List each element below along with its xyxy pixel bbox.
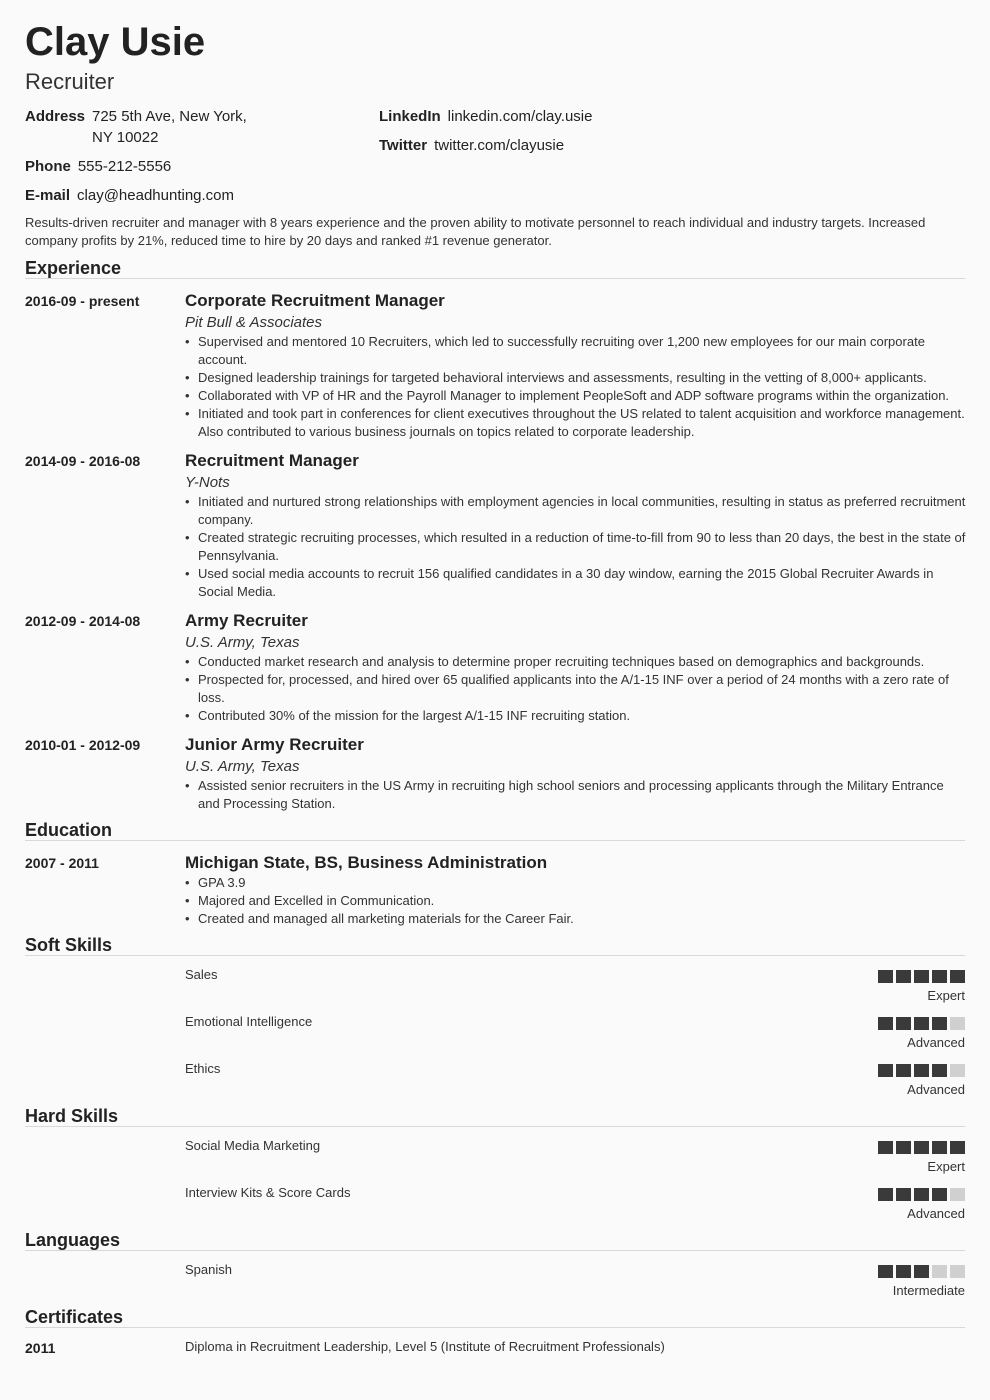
rating-square-filled	[914, 1265, 929, 1278]
job-company: U.S. Army, Texas	[185, 758, 300, 775]
contact-address	[25, 106, 365, 150]
skill-level: Expert	[927, 988, 965, 1003]
skill-rating	[878, 1017, 965, 1030]
email-label: E-mail	[25, 187, 71, 204]
rating-square-filled	[878, 1017, 893, 1030]
job-company: Y-Nots	[185, 474, 230, 491]
job-role: Recruitment Manager	[185, 451, 359, 470]
certificate-text: Diploma in Recruitment Leadership, Level 5 (Institute of Recruitment Professionals)	[185, 1339, 665, 1354]
rating-square-filled	[914, 1064, 929, 1077]
section-divider	[25, 1250, 965, 1251]
section-title-languages: Languages	[25, 1230, 121, 1250]
phone-value: 555-212-5556	[77, 158, 172, 175]
rating-square-filled	[914, 970, 929, 983]
rating-square-empty	[932, 1265, 947, 1278]
contact-linkedin	[379, 106, 592, 127]
job-date: 2012-09 - 2014-08	[25, 613, 141, 629]
rating-square-filled	[932, 1141, 947, 1154]
rating-square-empty	[950, 1188, 965, 1201]
list-item: • GPA 3.9	[185, 874, 967, 892]
skill-name: Sales	[185, 967, 218, 982]
job-role: Army Recruiter	[185, 611, 308, 630]
section-divider	[25, 840, 965, 841]
rating-square-empty	[950, 1064, 965, 1077]
contact-twitter	[379, 135, 564, 156]
list-item: • Initiated and nurtured strong relationships with employment agencies in local communities, resulting in status as preferred recruitment company.	[185, 493, 967, 529]
education-bullets	[185, 874, 967, 928]
education-degree: Michigan State, BS, Business Administration	[185, 853, 548, 872]
rating-square-filled	[914, 1017, 929, 1030]
rating-square-filled	[914, 1188, 929, 1201]
rating-square-filled	[932, 1188, 947, 1201]
section-divider	[25, 1126, 965, 1127]
rating-square-filled	[932, 1017, 947, 1030]
list-item: • Conducted market research and analysis to determine proper recruiting techniques based on demographics and backgrounds.	[185, 653, 967, 671]
skill-name: Social Media Marketing	[185, 1138, 321, 1153]
job-bullets	[185, 333, 967, 441]
section-title-experience: Experience	[25, 258, 122, 278]
twitter-label: Twitter	[379, 137, 428, 154]
summary: Results-driven recruiter and manager with 8 years experience and the proven ability to motivate personnel to reach individual and industry targets. Increased company profits by 21%, reduced time to hire by 20 days and ranked #1 revenue generator.	[25, 215, 926, 248]
list-item: • Prospected for, processed, and hired over 65 qualified applicants into the A/1-15 INF over a period of 24 months with a zero rate of loss.	[185, 671, 967, 707]
skill-rating	[878, 970, 965, 983]
twitter-link[interactable]: twitter.com/clayusie	[434, 137, 565, 154]
list-item: • Created strategic recruiting processes, which resulted in a reduction of time-to-fill from 90 to less than 20 days, the best in the state of Pennsylvania.	[185, 529, 967, 565]
rating-square-filled	[878, 1188, 893, 1201]
contact-phone	[25, 156, 171, 177]
address-label: Address	[25, 108, 86, 125]
rating-square-empty	[950, 1017, 965, 1030]
linkedin-label: LinkedIn	[379, 108, 441, 125]
job-company: U.S. Army, Texas	[185, 634, 300, 651]
certificate-date: 2011	[25, 1340, 56, 1356]
job-date: 2010-01 - 2012-09	[25, 737, 141, 753]
skill-level: Advanced	[907, 1206, 965, 1221]
section-title-certificates: Certificates	[25, 1307, 124, 1327]
linkedin-link[interactable]: linkedin.com/clay.usie	[447, 108, 593, 125]
job-date: 2016-09 - present	[25, 293, 140, 309]
address-line2: NY 10022	[92, 129, 159, 146]
skill-rating	[878, 1141, 965, 1154]
section-divider	[25, 1327, 965, 1328]
list-item: • Designed leadership trainings for targeted behavioral interviews and assessments, resulting in the vetting of 8,000+ applicants.	[185, 369, 967, 387]
list-item: • Supervised and mentored 10 Recruiters, which led to successfully recruiting over 1,200 new employees for our main corporate account.	[185, 333, 967, 369]
job-company: Pit Bull & Associates	[185, 314, 322, 331]
skill-name: Interview Kits & Score Cards	[185, 1185, 351, 1200]
skill-rating	[878, 1064, 965, 1077]
job-role: Corporate Recruitment Manager	[185, 291, 445, 310]
job-bullets	[185, 653, 967, 725]
job-bullets	[185, 493, 967, 601]
list-item: • Collaborated with VP of HR and the Payroll Manager to implement PeopleSoft and ADP software programs within the organization.	[185, 387, 967, 405]
rating-square-filled	[932, 1064, 947, 1077]
list-item: • Initiated and took part in conferences for client executives throughout the US related to talent acquisition and workforce management. Also contributed to various business journals on topics related to corporate leadership.	[185, 405, 967, 441]
rating-square-filled	[896, 1141, 911, 1154]
section-title-hard-skills: Hard Skills	[25, 1106, 119, 1126]
list-item: • Majored and Excelled in Communication.	[185, 892, 967, 910]
job-bullets	[185, 777, 967, 813]
rating-square-empty	[950, 1265, 965, 1278]
rating-square-filled	[878, 1265, 893, 1278]
section-divider	[25, 278, 965, 279]
email-link[interactable]: clay@headhunting.com	[77, 187, 235, 204]
skill-level: Expert	[927, 1159, 965, 1174]
rating-square-filled	[950, 1141, 965, 1154]
list-item: • Contributed 30% of the mission for the largest A/1-15 INF recruiting station.	[185, 707, 967, 725]
rating-square-filled	[878, 1064, 893, 1077]
skill-level: Advanced	[907, 1082, 965, 1097]
language-rating	[878, 1265, 965, 1278]
candidate-title: Recruiter	[25, 69, 115, 94]
address-line1: 725 5th Ave, New York,	[92, 108, 247, 125]
education-date: 2007 - 2011	[25, 855, 99, 871]
rating-square-filled	[914, 1141, 929, 1154]
job-date: 2014-09 - 2016-08	[25, 453, 141, 469]
rating-square-filled	[878, 1141, 893, 1154]
list-item: • Assisted senior recruiters in the US Army in recruiting high school seniors and processing applicants through the Military Entrance and Processing Station.	[185, 777, 967, 813]
list-item: • Created and managed all marketing materials for the Career Fair.	[185, 910, 967, 928]
contact-email	[25, 185, 234, 206]
list-item: • Used social media accounts to recruit 156 qualified candidates in a 30 day window, earning the 2015 Global Recruiter Awards in Social Media.	[185, 565, 967, 601]
skill-level: Advanced	[907, 1035, 965, 1050]
section-title-education: Education	[25, 820, 113, 840]
language-name: Spanish	[185, 1262, 232, 1277]
skill-name: Emotional Intelligence	[185, 1014, 313, 1029]
job-role: Junior Army Recruiter	[185, 735, 364, 754]
section-title-soft-skills: Soft Skills	[25, 935, 113, 955]
rating-square-filled	[896, 970, 911, 983]
rating-square-filled	[896, 1064, 911, 1077]
rating-square-filled	[896, 1188, 911, 1201]
skill-rating	[878, 1188, 965, 1201]
rating-square-filled	[932, 970, 947, 983]
language-level: Intermediate	[892, 1283, 965, 1298]
rating-square-filled	[896, 1265, 911, 1278]
skill-name: Ethics	[185, 1061, 221, 1076]
phone-label: Phone	[25, 158, 71, 175]
rating-square-filled	[950, 970, 965, 983]
section-divider	[25, 955, 965, 956]
rating-square-filled	[896, 1017, 911, 1030]
rating-square-filled	[878, 970, 893, 983]
candidate-name: Clay Usie	[25, 20, 206, 64]
